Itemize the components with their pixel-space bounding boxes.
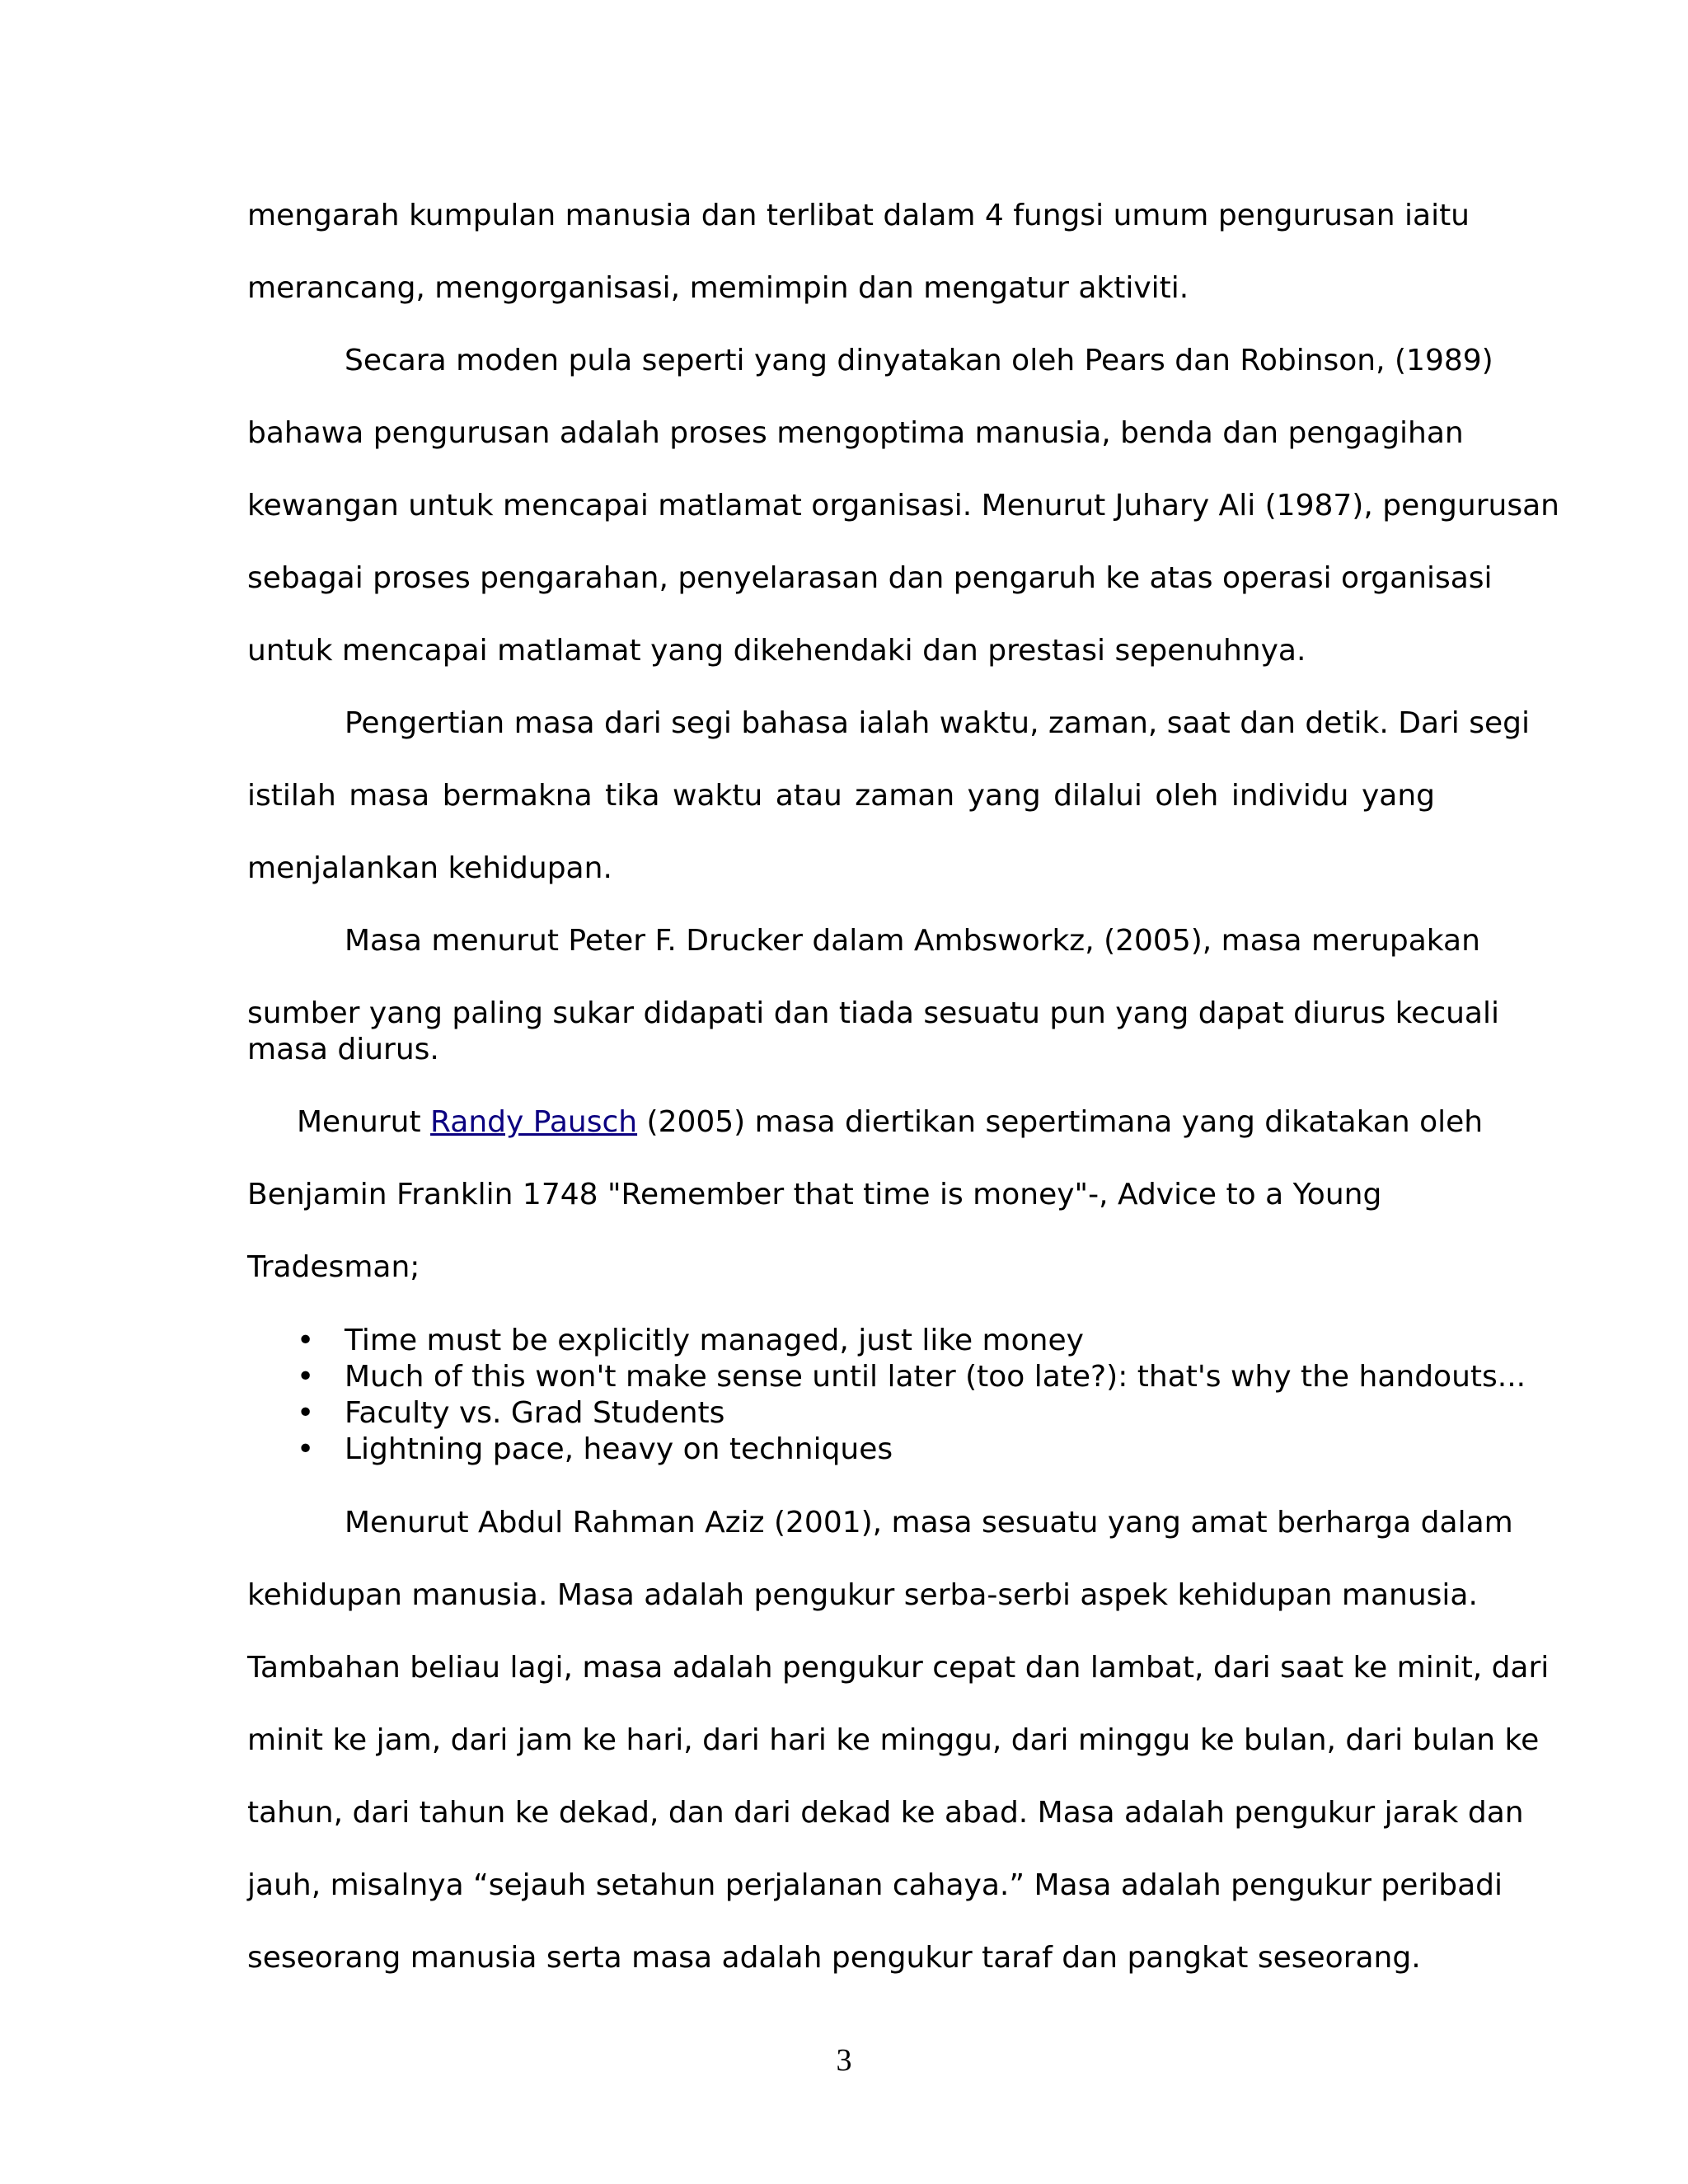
paragraph-3-line-2: istilah masa bermakna tika waktu atau zaman yang dilalui oleh individu yang bbox=[247, 779, 1435, 813]
paragraph-5-line-2: Benjamin Franklin 1748 "Remember that time is money"-, Advice to a Young bbox=[247, 1178, 1382, 1212]
list-item-text: Faculty vs. Grad Students bbox=[345, 1396, 725, 1430]
bullet-icon: • bbox=[297, 1324, 315, 1357]
list-item-text: Much of this won't make sense until later (too late?): that's why the handouts... bbox=[345, 1360, 1526, 1394]
paragraph-2-line-5: untuk mencapai matlamat yang dikehendaki dan prestasi sepenuhnya. bbox=[247, 634, 1306, 668]
paragraph-6-line-1: Menurut Abdul Rahman Aziz (2001), masa sesuatu yang amat berharga dalam bbox=[345, 1506, 1513, 1540]
paragraph-4-line-1: Masa menurut Peter F. Drucker dalam Ambsworkz, (2005), masa merupakan bbox=[345, 924, 1480, 958]
paragraph-5-suffix: (2005) masa diertikan sepertimana yang dikatakan oleh bbox=[637, 1105, 1484, 1139]
paragraph-1-line-1: mengarah kumpulan manusia dan terlibat dalam 4 fungsi umum pengurusan iaitu bbox=[247, 199, 1470, 232]
randy-pausch-link[interactable]: Randy Pausch bbox=[430, 1105, 638, 1139]
paragraph-6-line-3: Tambahan beliau lagi, masa adalah pengukur cepat dan lambat, dari saat ke minit, dari bbox=[247, 1651, 1550, 1685]
paragraph-2-line-1: Secara moden pula seperti yang dinyatakan oleh Pears dan Robinson, (1989) bbox=[345, 344, 1493, 377]
bullet-icon: • bbox=[297, 1432, 315, 1466]
bullet-icon: • bbox=[297, 1396, 315, 1430]
paragraph-6-line-6: jauh, misalnya “sejauh setahun perjalanan cahaya.” Masa adalah pengukur peribadi bbox=[247, 1868, 1503, 1902]
paragraph-2-line-4: sebagai proses pengarahan, penyelarasan dan pengaruh ke atas operasi organisasi bbox=[247, 561, 1493, 595]
paragraph-4-line-3: masa diurus. bbox=[247, 1033, 439, 1066]
paragraph-5-line-3: Tradesman; bbox=[247, 1250, 420, 1284]
paragraph-5-line-1 bbox=[297, 1104, 1484, 1141]
paragraph-4-line-2: sumber yang paling sukar didapati dan tiada sesuatu pun yang dapat diurus kecuali bbox=[247, 996, 1499, 1030]
list-item-text: Lightning pace, heavy on techniques bbox=[345, 1432, 893, 1466]
paragraph-6-line-5: tahun, dari tahun ke dekad, dan dari dekad ke abad. Masa adalah pengukur jarak dan bbox=[247, 1796, 1524, 1830]
paragraph-3-line-1: Pengertian masa dari segi bahasa ialah waktu, zaman, saat dan detik. Dari segi bbox=[345, 706, 1531, 740]
paragraph-1-line-2: merancang, mengorganisasi, memimpin dan mengatur aktiviti. bbox=[247, 271, 1189, 305]
paragraph-2-line-3: kewangan untuk mencapai matlamat organisasi. Menurut Juhary Ali (1987), pengurusan bbox=[247, 489, 1559, 523]
paragraph-6-line-2: kehidupan manusia. Masa adalah pengukur serba-serbi aspek kehidupan manusia. bbox=[247, 1578, 1478, 1612]
list-item-text: Time must be explicitly managed, just like money bbox=[345, 1324, 1084, 1357]
paragraph-5-prefix: Menurut bbox=[297, 1105, 431, 1139]
paragraph-3-line-3: menjalankan kehidupan. bbox=[247, 851, 612, 885]
paragraph-2-line-2: bahawa pengurusan adalah proses mengoptima manusia, benda dan pengagihan bbox=[247, 416, 1464, 450]
paragraph-6-line-7: seseorang manusia serta masa adalah pengukur taraf dan pangkat seseorang. bbox=[247, 1941, 1421, 1975]
page-number: 3 bbox=[836, 2043, 852, 2078]
paragraph-6-line-4: minit ke jam, dari jam ke hari, dari hari ke minggu, dari minggu ke bulan, dari bulan ke bbox=[247, 1723, 1540, 1757]
bullet-icon: • bbox=[297, 1360, 315, 1394]
